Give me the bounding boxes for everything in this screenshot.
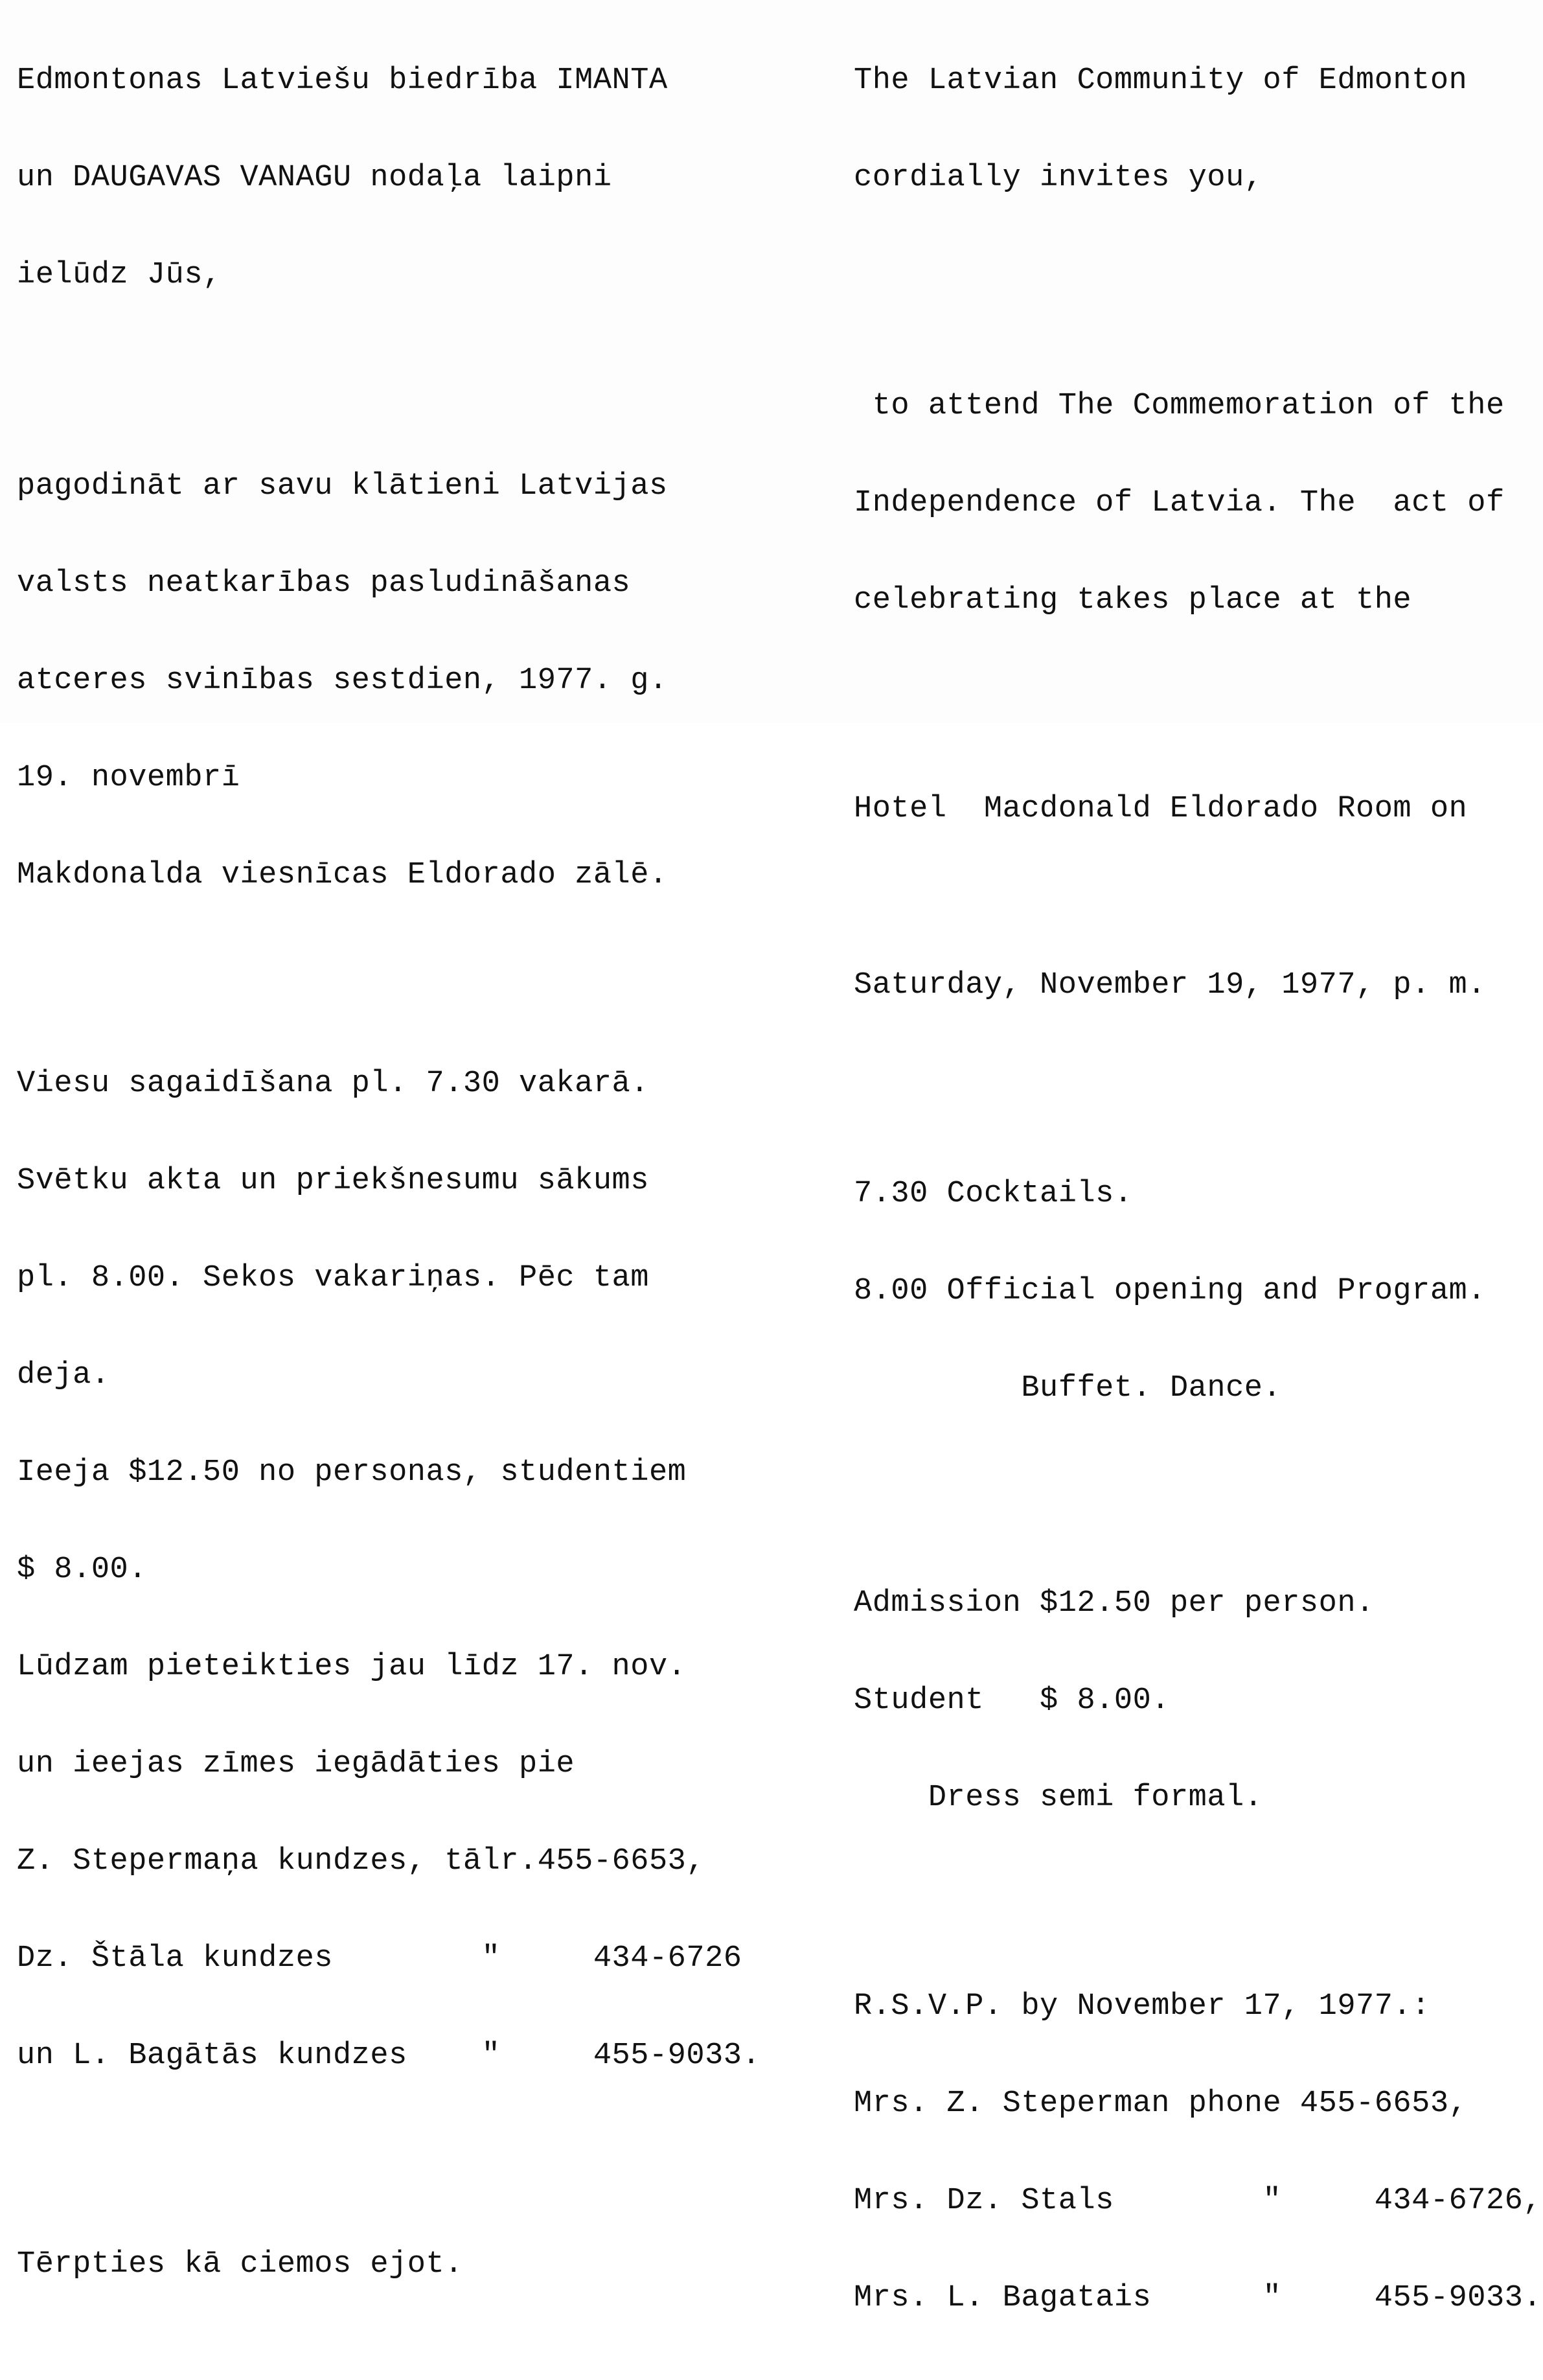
english-intro-line: cordially invites you,	[854, 161, 1263, 195]
spacer	[854, 259, 1540, 293]
english-rsvp-line: R.S.V.P. by November 17, 1977.:	[854, 1989, 1430, 2024]
english-event-line: celebrating takes place at the	[854, 583, 1412, 618]
english-rsvp-line: Mrs. Dz. Stals " 434-6726,	[854, 2184, 1542, 2218]
english-program-line: 7.30 Cocktails.	[854, 1177, 1133, 1211]
english-event-line: Independence of Latvia. The act of	[854, 486, 1505, 520]
english-venue-line: Hotel Macdonald Eldorado Room on	[854, 792, 1468, 826]
english-date-line: Saturday, November 19, 1977, p. m.	[854, 968, 1486, 1002]
latvian-program-line: Z. Stepermaņa kundzes, tālr.455-6653,	[17, 1844, 705, 1878]
latvian-intro-line: Edmontonas Latviešu biedrība IMANTA	[17, 64, 668, 98]
english-column	[854, 0, 1540, 2379]
spacer	[17, 356, 820, 373]
latvian-program-line: un ieejas zīmes iegādāties pie	[17, 1747, 575, 1781]
english-rsvp-line: Mrs. Z. Steperman phone 455-6653,	[854, 2086, 1468, 2121]
latvian-program-line: pl. 8.00. Sekos vakariņas. Pēc tam	[17, 1261, 649, 1295]
english-rsvp-line: Mrs. L. Bagatais " 455-9033.	[854, 2281, 1542, 2315]
latvian-program-line: Lūdzam pieteikties jau līdz 17. nov.	[17, 1650, 687, 1684]
spacer	[17, 956, 820, 971]
english-program-line: Buffet. Dance.	[854, 1371, 1282, 1405]
latvian-program-line: Ieeja $12.50 no personas, studentiem	[17, 1455, 687, 1490]
latvian-event-line: Makdonalda viesnīcas Eldorado zālē.	[17, 858, 668, 892]
latvian-program-line: Svētku akta un priekšnesumu sākums	[17, 1164, 649, 1198]
english-admission-line: Admission $12.50 per person.	[854, 1586, 1375, 1621]
spacer	[854, 890, 1540, 905]
english-intro-line: The Latvian Community of Edmonton	[854, 64, 1468, 98]
english-admission-line: Dress semi formal.	[854, 1781, 1263, 1815]
latvian-closing-line: Tērpties kā ciemos ejot.	[17, 2247, 463, 2282]
english-program-line: 8.00 Official opening and Program.	[854, 1274, 1486, 1308]
spacer	[854, 1470, 1540, 1490]
latvian-program-line: Viesu sagaidīšana pl. 7.30 vakarā.	[17, 1067, 649, 1101]
latvian-event-line: 19. novembrī	[17, 761, 240, 795]
spacer	[854, 1879, 1540, 1893]
latvian-program-line: un L. Bagātās kundzes " 455-9033.	[17, 2039, 761, 2073]
spacer	[17, 2137, 820, 2151]
latvian-event-line: pagodināt ar savu klātieni Latvijas	[17, 469, 668, 503]
english-event-line: to attend The Commemoration of the	[854, 389, 1505, 423]
latvian-program-line: deja.	[17, 1358, 110, 1392]
latvian-event-line: valsts neatkarības pasludināšanas	[17, 566, 631, 601]
latvian-intro-line: un DAUGAVAS VANAGU nodaļa laipni	[17, 161, 612, 195]
latvian-event-line: atceres svinības sestdien, 1977. g.	[17, 664, 668, 698]
english-admission-line: Student $ 8.00.	[854, 1683, 1170, 1718]
latvian-program-line: Dz. Štāla kundzes " 434-6726	[17, 1941, 742, 1976]
latvian-column	[17, 0, 820, 2346]
latvian-intro-line: ielūdz Jūs,	[17, 258, 222, 292]
latvian-program-line: $ 8.00.	[17, 1553, 147, 1587]
spacer	[854, 682, 1540, 696]
spacer	[854, 1067, 1540, 1081]
